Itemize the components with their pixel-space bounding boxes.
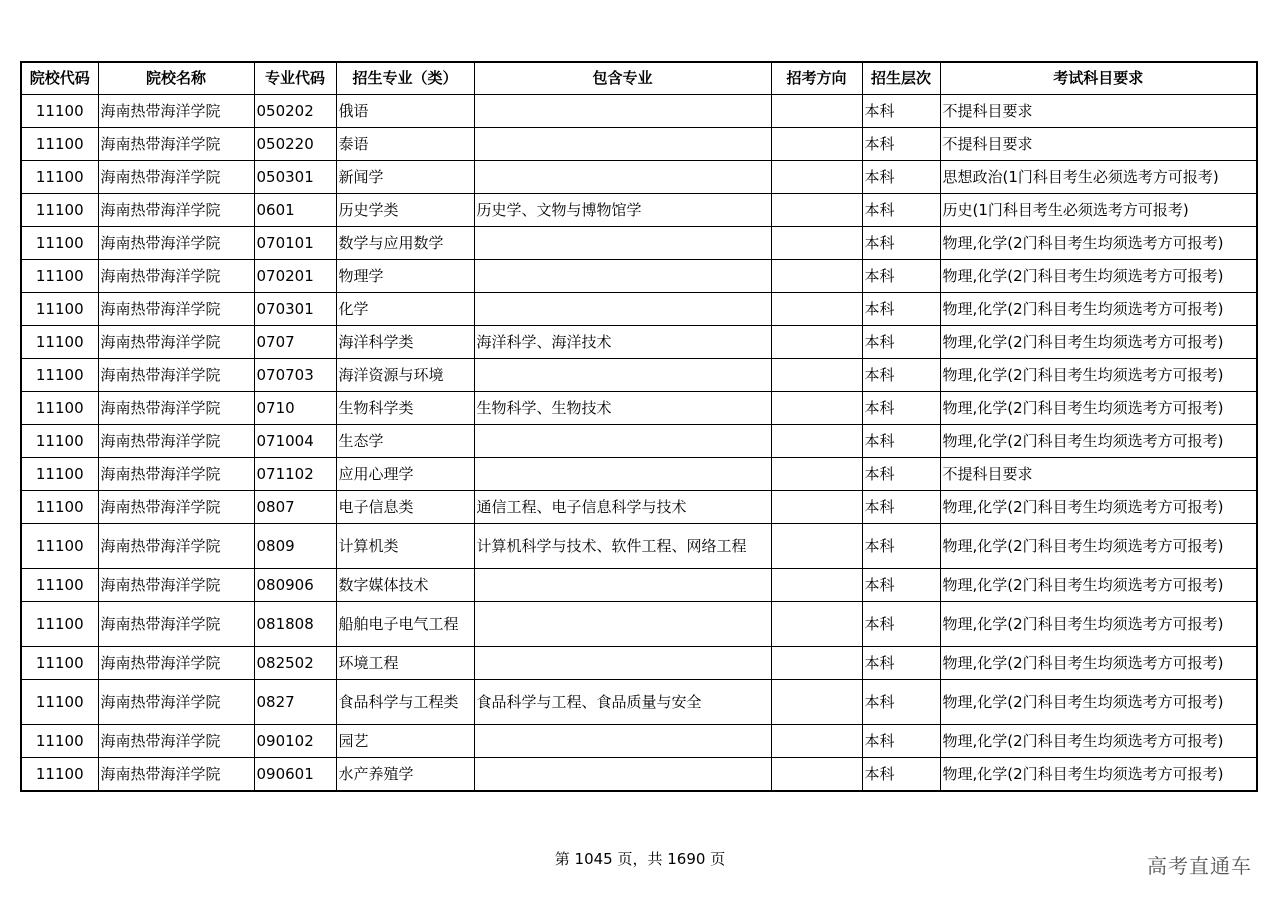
cell-major: 数字媒体技术	[336, 569, 474, 602]
cell-major: 生态学	[336, 425, 474, 458]
cell-includes: 通信工程、电子信息科学与技术	[474, 491, 771, 524]
table-row	[21, 458, 1257, 491]
cell-direction	[771, 194, 862, 227]
cell-school-name: 海南热带海洋学院	[98, 260, 254, 293]
cell-includes	[474, 293, 771, 326]
header-major-code: 专业代码	[254, 62, 336, 95]
page-number: 第 1045 页，共 1690 页	[554, 850, 726, 868]
header-requirement: 考试科目要求	[940, 62, 1257, 95]
table-row	[21, 491, 1257, 524]
cell-level: 本科	[862, 293, 940, 326]
cell-school-name: 海南热带海洋学院	[98, 758, 254, 792]
cell-includes	[474, 758, 771, 792]
cell-requirement: 物理,化学(2门科目考生均须选考方可报考)	[940, 491, 1257, 524]
cell-major: 海洋科学类	[336, 326, 474, 359]
cell-school-name: 海南热带海洋学院	[98, 458, 254, 491]
table-row	[21, 647, 1257, 680]
cell-school-code: 11100	[21, 458, 98, 491]
cell-school-name: 海南热带海洋学院	[98, 680, 254, 725]
cell-school-code: 11100	[21, 359, 98, 392]
cell-level: 本科	[862, 95, 940, 128]
cell-requirement: 物理,化学(2门科目考生均须选考方可报考)	[940, 680, 1257, 725]
cell-requirement: 物理,化学(2门科目考生均须选考方可报考)	[940, 569, 1257, 602]
cell-direction	[771, 425, 862, 458]
cell-direction	[771, 128, 862, 161]
cell-direction	[771, 758, 862, 792]
cell-includes: 海洋科学、海洋技术	[474, 326, 771, 359]
table-row	[21, 602, 1257, 647]
cell-school-code: 11100	[21, 491, 98, 524]
cell-school-code: 11100	[21, 161, 98, 194]
cell-school-code: 11100	[21, 194, 98, 227]
cell-school-name: 海南热带海洋学院	[98, 602, 254, 647]
cell-direction	[771, 680, 862, 725]
cell-school-name: 海南热带海洋学院	[98, 392, 254, 425]
cell-level: 本科	[862, 326, 940, 359]
table-header-row	[21, 62, 1257, 95]
cell-school-name: 海南热带海洋学院	[98, 359, 254, 392]
cell-direction	[771, 260, 862, 293]
cell-level: 本科	[862, 569, 940, 602]
cell-major-code: 050301	[254, 161, 336, 194]
cell-includes	[474, 725, 771, 758]
table-row	[21, 359, 1257, 392]
cell-includes	[474, 458, 771, 491]
table-row	[21, 425, 1257, 458]
table-row	[21, 227, 1257, 260]
cell-major: 应用心理学	[336, 458, 474, 491]
cell-major-code: 0707	[254, 326, 336, 359]
cell-direction	[771, 602, 862, 647]
cell-major-code: 070703	[254, 359, 336, 392]
header-major: 招生专业（类）	[336, 62, 474, 95]
cell-includes	[474, 602, 771, 647]
cell-major: 船舶电子电气工程	[336, 602, 474, 647]
table-row	[21, 524, 1257, 569]
cell-includes: 生物科学、生物技术	[474, 392, 771, 425]
cell-includes	[474, 359, 771, 392]
cell-school-name: 海南热带海洋学院	[98, 569, 254, 602]
header-school-code: 院校代码	[21, 62, 98, 95]
table-row	[21, 161, 1257, 194]
cell-school-code: 11100	[21, 647, 98, 680]
table-row	[21, 758, 1257, 792]
cell-includes: 食品科学与工程、食品质量与安全	[474, 680, 771, 725]
cell-school-name: 海南热带海洋学院	[98, 524, 254, 569]
cell-major-code: 0601	[254, 194, 336, 227]
cell-major-code: 080906	[254, 569, 336, 602]
table-row	[21, 680, 1257, 725]
cell-level: 本科	[862, 128, 940, 161]
cell-direction	[771, 458, 862, 491]
cell-major-code: 081808	[254, 602, 336, 647]
cell-requirement: 物理,化学(2门科目考生均须选考方可报考)	[940, 359, 1257, 392]
cell-direction	[771, 359, 862, 392]
cell-school-code: 11100	[21, 227, 98, 260]
cell-level: 本科	[862, 161, 940, 194]
cell-school-code: 11100	[21, 326, 98, 359]
cell-direction	[771, 569, 862, 602]
cell-school-name: 海南热带海洋学院	[98, 425, 254, 458]
cell-school-code: 11100	[21, 524, 98, 569]
cell-major-code: 070201	[254, 260, 336, 293]
cell-school-name: 海南热带海洋学院	[98, 647, 254, 680]
cell-direction	[771, 326, 862, 359]
cell-school-name: 海南热带海洋学院	[98, 194, 254, 227]
table-row	[21, 95, 1257, 128]
cell-level: 本科	[862, 680, 940, 725]
cell-direction	[771, 725, 862, 758]
cell-major: 数学与应用数学	[336, 227, 474, 260]
cell-requirement: 物理,化学(2门科目考生均须选考方可报考)	[940, 758, 1257, 792]
cell-requirement: 物理,化学(2门科目考生均须选考方可报考)	[940, 602, 1257, 647]
cell-major-code: 070101	[254, 227, 336, 260]
cell-requirement: 物理,化学(2门科目考生均须选考方可报考)	[940, 392, 1257, 425]
cell-major-code: 0809	[254, 524, 336, 569]
cell-school-code: 11100	[21, 95, 98, 128]
cell-school-code: 11100	[21, 725, 98, 758]
cell-school-code: 11100	[21, 392, 98, 425]
cell-major: 园艺	[336, 725, 474, 758]
cell-major: 食品科学与工程类	[336, 680, 474, 725]
cell-level: 本科	[862, 524, 940, 569]
cell-direction	[771, 95, 862, 128]
cell-major: 生物科学类	[336, 392, 474, 425]
cell-school-code: 11100	[21, 602, 98, 647]
cell-school-name: 海南热带海洋学院	[98, 161, 254, 194]
cell-school-code: 11100	[21, 758, 98, 792]
table-row	[21, 725, 1257, 758]
cell-requirement: 物理,化学(2门科目考生均须选考方可报考)	[940, 425, 1257, 458]
cell-major-code: 070301	[254, 293, 336, 326]
cell-level: 本科	[862, 602, 940, 647]
cell-direction	[771, 161, 862, 194]
table-row	[21, 128, 1257, 161]
cell-school-name: 海南热带海洋学院	[98, 293, 254, 326]
cell-level: 本科	[862, 425, 940, 458]
cell-major-code: 090601	[254, 758, 336, 792]
cell-school-name: 海南热带海洋学院	[98, 725, 254, 758]
table-row	[21, 392, 1257, 425]
cell-includes	[474, 95, 771, 128]
cell-major: 电子信息类	[336, 491, 474, 524]
cell-school-code: 11100	[21, 569, 98, 602]
cell-requirement: 不提科目要求	[940, 458, 1257, 491]
cell-level: 本科	[862, 758, 940, 792]
cell-includes	[474, 260, 771, 293]
table-row	[21, 326, 1257, 359]
cell-direction	[771, 227, 862, 260]
cell-includes: 计算机科学与技术、软件工程、网络工程	[474, 524, 771, 569]
cell-major: 环境工程	[336, 647, 474, 680]
cell-major-code: 050202	[254, 95, 336, 128]
cell-includes	[474, 227, 771, 260]
cell-school-code: 11100	[21, 680, 98, 725]
cell-major-code: 082502	[254, 647, 336, 680]
table-row	[21, 194, 1257, 227]
cell-direction	[771, 392, 862, 425]
cell-major-code: 071004	[254, 425, 336, 458]
cell-major: 泰语	[336, 128, 474, 161]
cell-major-code: 090102	[254, 725, 336, 758]
cell-requirement: 物理,化学(2门科目考生均须选考方可报考)	[940, 725, 1257, 758]
cell-requirement: 不提科目要求	[940, 95, 1257, 128]
cell-requirement: 思想政治(1门科目考生必须选考方可报考)	[940, 161, 1257, 194]
cell-school-code: 11100	[21, 260, 98, 293]
cell-requirement: 物理,化学(2门科目考生均须选考方可报考)	[940, 260, 1257, 293]
cell-requirement: 历史(1门科目考生必须选考方可报考)	[940, 194, 1257, 227]
header-includes: 包含专业	[474, 62, 771, 95]
table-row	[21, 260, 1257, 293]
cell-major: 计算机类	[336, 524, 474, 569]
cell-requirement: 物理,化学(2门科目考生均须选考方可报考)	[940, 227, 1257, 260]
cell-direction	[771, 647, 862, 680]
cell-includes	[474, 647, 771, 680]
cell-requirement: 不提科目要求	[940, 128, 1257, 161]
cell-level: 本科	[862, 260, 940, 293]
cell-direction	[771, 293, 862, 326]
cell-school-code: 11100	[21, 425, 98, 458]
cell-school-code: 11100	[21, 128, 98, 161]
cell-major: 海洋资源与环境	[336, 359, 474, 392]
header-school-name: 院校名称	[98, 62, 254, 95]
cell-level: 本科	[862, 725, 940, 758]
cell-school-name: 海南热带海洋学院	[98, 227, 254, 260]
cell-major-code: 0827	[254, 680, 336, 725]
cell-includes	[474, 569, 771, 602]
watermark-text: 高考直通车	[1147, 854, 1252, 878]
cell-includes: 历史学、文物与博物馆学	[474, 194, 771, 227]
cell-requirement: 物理,化学(2门科目考生均须选考方可报考)	[940, 524, 1257, 569]
cell-includes	[474, 425, 771, 458]
cell-includes	[474, 128, 771, 161]
cell-direction	[771, 524, 862, 569]
cell-level: 本科	[862, 227, 940, 260]
cell-level: 本科	[862, 647, 940, 680]
cell-school-name: 海南热带海洋学院	[98, 491, 254, 524]
cell-level: 本科	[862, 392, 940, 425]
cell-requirement: 物理,化学(2门科目考生均须选考方可报考)	[940, 326, 1257, 359]
cell-major-code: 071102	[254, 458, 336, 491]
cell-direction	[771, 491, 862, 524]
cell-school-name: 海南热带海洋学院	[98, 128, 254, 161]
cell-major: 俄语	[336, 95, 474, 128]
cell-major-code: 0710	[254, 392, 336, 425]
table-row	[21, 569, 1257, 602]
cell-level: 本科	[862, 194, 940, 227]
cell-major: 历史学类	[336, 194, 474, 227]
cell-includes	[474, 161, 771, 194]
cell-major: 水产养殖学	[336, 758, 474, 792]
cell-school-name: 海南热带海洋学院	[98, 326, 254, 359]
cell-major-code: 050220	[254, 128, 336, 161]
cell-major-code: 0807	[254, 491, 336, 524]
cell-level: 本科	[862, 359, 940, 392]
cell-level: 本科	[862, 458, 940, 491]
cell-major: 物理学	[336, 260, 474, 293]
table-row	[21, 293, 1257, 326]
header-level: 招生层次	[862, 62, 940, 95]
header-direction: 招考方向	[771, 62, 862, 95]
cell-major: 新闻学	[336, 161, 474, 194]
admissions-table	[20, 61, 1258, 792]
cell-level: 本科	[862, 491, 940, 524]
cell-major: 化学	[336, 293, 474, 326]
cell-school-name: 海南热带海洋学院	[98, 95, 254, 128]
table-body	[21, 95, 1257, 792]
cell-school-code: 11100	[21, 293, 98, 326]
cell-requirement: 物理,化学(2门科目考生均须选考方可报考)	[940, 293, 1257, 326]
cell-requirement: 物理,化学(2门科目考生均须选考方可报考)	[940, 647, 1257, 680]
